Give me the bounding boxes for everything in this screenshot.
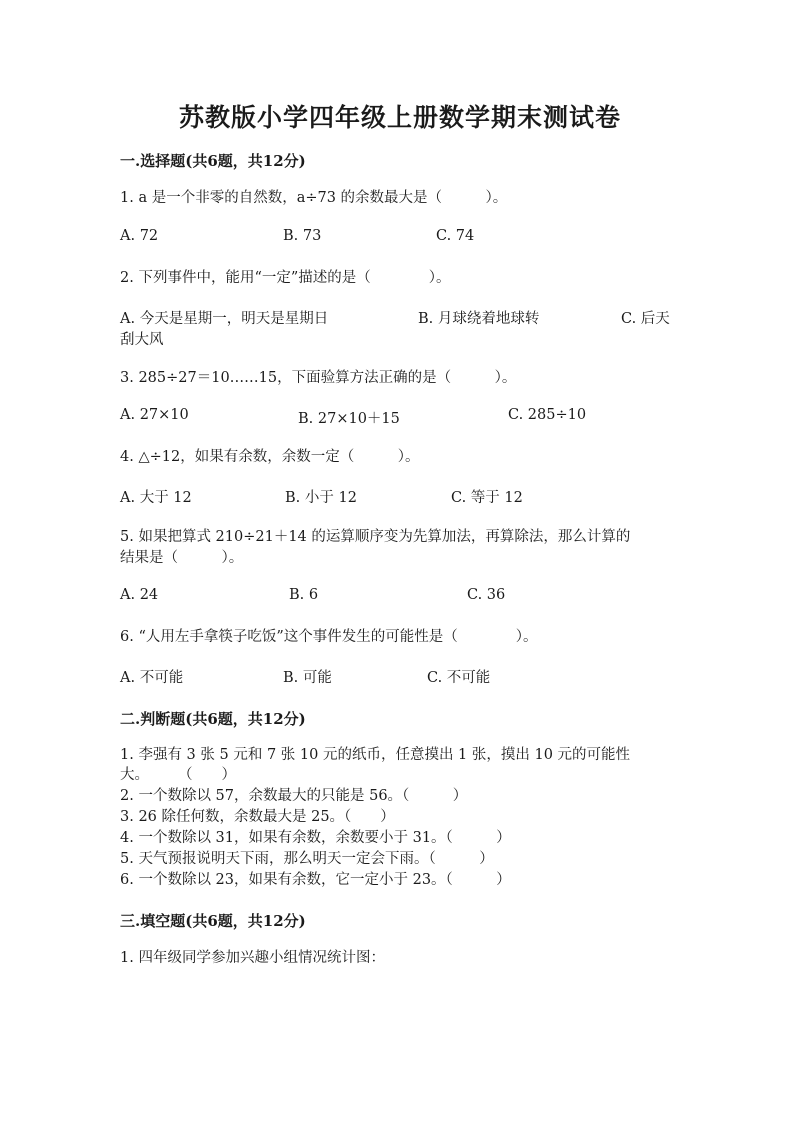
- section-heading-true-false: 二.判断题(共6题，共12分): [120, 710, 306, 728]
- tf-item-1: 1. 李强有 3 张 5 元和 7 张 10 元的纸币，任意摸出 1 张，摸出 10 元的可能性: [120, 747, 631, 763]
- fill-question-1: 1. 四年级同学参加兴趣小组情况统计图：: [120, 950, 385, 966]
- tf-item-6: 6. 一个数除以 23，如果有余数，它一定小于 23。（ ）: [120, 872, 511, 888]
- q4-option-a: A. 大于 12: [120, 490, 192, 506]
- q6-option-c: C. 不可能: [427, 670, 491, 686]
- tf-item-1-cont: 大。 （ ）: [120, 767, 236, 783]
- section-heading-fill-blank: 三.填空题(共6题，共12分): [120, 912, 306, 930]
- question-1: 1. a 是一个非零的自然数，a÷73 的余数最大是（ ）。: [120, 190, 508, 206]
- question-2: 2. 下列事件中，能用“一定”描述的是（ ）。: [120, 270, 451, 286]
- q3-option-a: A. 27×10: [120, 407, 189, 423]
- q6-option-b: B. 可能: [283, 670, 332, 686]
- q2-option-b: B. 月球绕着地球转: [418, 311, 540, 327]
- q1-option-b: B. 73: [283, 228, 322, 244]
- q1-option-c: C. 74: [436, 228, 475, 244]
- q2-option-a: A. 今天是星期一，明天是星期日: [120, 311, 329, 327]
- q6-option-a: A. 不可能: [120, 670, 184, 686]
- q4-option-b: B. 小于 12: [285, 490, 357, 506]
- question-3: 3. 285÷27＝10……15，下面验算方法正确的是（ ）。: [120, 370, 517, 386]
- page-title: 苏教版小学四年级上册数学期末测试卷: [178, 103, 621, 132]
- question-5-line-2: 结果是（ ）。: [120, 550, 244, 566]
- q5-option-c: C. 36: [467, 587, 506, 603]
- q1-option-a: A. 72: [120, 228, 159, 244]
- tf-item-4: 4. 一个数除以 31，如果有余数，余数要小于 31。（ ）: [120, 830, 511, 846]
- question-6: 6. “人用左手拿筷子吃饭”这个事件发生的可能性是（ ）。: [120, 629, 538, 645]
- q5-option-b: B. 6: [289, 587, 319, 603]
- q2-option-c: C. 后天: [621, 311, 670, 327]
- section-heading-choice: 一.选择题(共6题，共12分): [120, 152, 306, 170]
- q4-option-c: C. 等于 12: [451, 490, 523, 506]
- tf-item-2: 2. 一个数除以 57，余数最大的只能是 56。（ ）: [120, 788, 468, 804]
- q2-option-c-wrap: 刮大风: [120, 332, 164, 348]
- tf-item-3: 3. 26 除任何数，余数最大是 25。（ ）: [120, 809, 395, 825]
- q5-option-a: A. 24: [120, 587, 159, 603]
- q3-option-c: C. 285÷10: [508, 407, 587, 423]
- question-4: 4. △÷12，如果有余数，余数一定（ ）。: [120, 449, 420, 465]
- question-5-line-1: 5. 如果把算式 210÷21＋14 的运算顺序变为先算加法，再算除法，那么计算的: [120, 529, 631, 545]
- q3-option-b: B. 27×10＋15: [298, 411, 400, 427]
- tf-item-5: 5. 天气预报说明天下雨，那么明天一定会下雨。（ ）: [120, 851, 494, 867]
